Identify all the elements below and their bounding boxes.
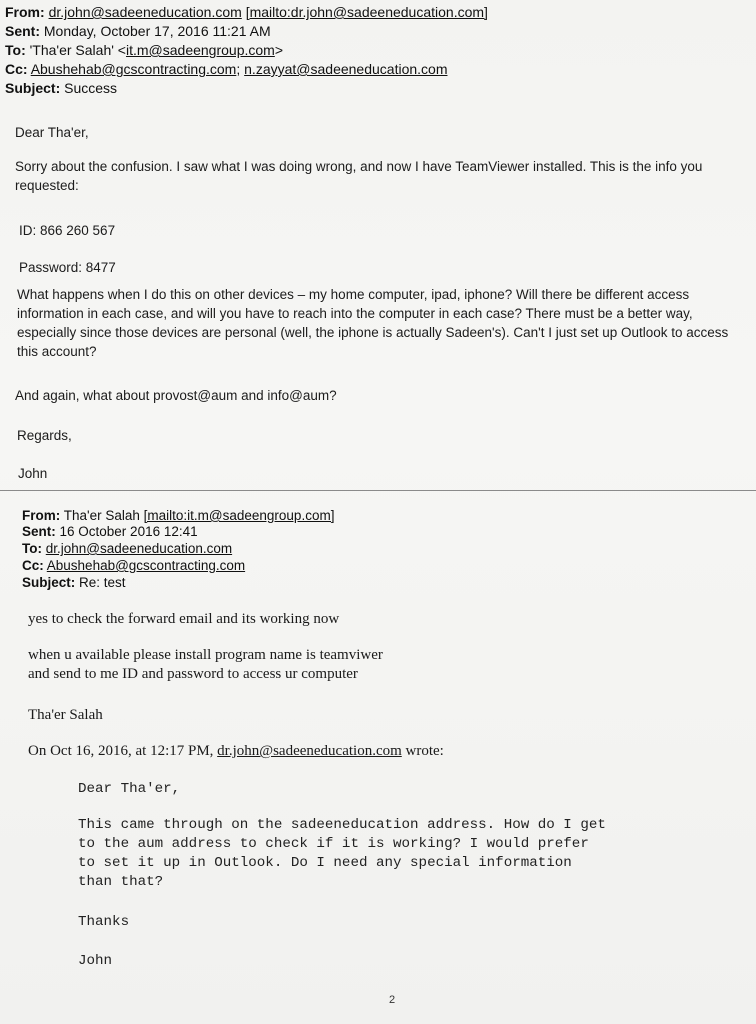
quoted-line-1: This came through on the sadeeneducation address. How do I get [78, 817, 606, 833]
quoted-line-3: to set it up in Outlook. Do I need any special information [78, 855, 572, 871]
email1-para-3: And again, what about provost@aum and info@aum? [15, 388, 337, 403]
email2-line-3: and send to me ID and password to access ur computer [28, 666, 358, 682]
email1-id-line: ID: 866 260 567 [19, 223, 116, 238]
email1-greeting: Dear Tha'er, [15, 125, 89, 140]
email1-regards: Regards, [17, 428, 72, 443]
quoted-intro-suffix: wrote: [401, 743, 444, 759]
email1-password-line: Password: 8477 [19, 260, 116, 275]
cc-address-2[interactable]: n.zayyat@sadeeneducation.com [244, 61, 448, 77]
subject-value: Re: test [79, 575, 126, 590]
email1-signature: John [18, 466, 48, 481]
sent-value: 16 October 2016 12:41 [59, 524, 198, 539]
subject-label: Subject: [22, 575, 76, 590]
cc-label: Cc: [5, 61, 28, 77]
quoted-thanks: Thanks [78, 914, 130, 930]
email2-cc-line [22, 557, 245, 574]
email2-line-1: yes to check the forward email and its working now [28, 611, 340, 627]
quoted-line-2: to the aum address to check if it is working? I would prefer [78, 836, 589, 852]
to-address[interactable]: dr.john@sadeeneducation.com [45, 541, 233, 556]
separator-line [0, 490, 756, 491]
email1-subject-line [5, 79, 117, 98]
to-name: 'Tha'er Salah' < [29, 42, 126, 58]
from-name: Tha'er Salah [63, 508, 140, 523]
quoted-intro [28, 742, 444, 760]
cc-address[interactable]: Abushehab@gcscontracting.com [46, 558, 246, 573]
cc-separator: ; [236, 61, 245, 77]
email1-sent-line [5, 22, 271, 41]
page-number: 2 [389, 994, 396, 1006]
email1-para-1: Sorry about the confusion. I saw what I was doing wrong, and now I have TeamViewer installed. This is the info you requested: [15, 159, 703, 193]
from-mailto[interactable]: [mailto:dr.john@sadeeneducation.com] [245, 4, 488, 20]
quoted-signature: John [78, 953, 113, 969]
email1-para-2: What happens when I do this on other devices – my home computer, ipad, iphone? Will there be different access information in each case, and will you have to reach into the computer in each case? There must be a better way, especially since those devices are personal (well, the iphone is actually Sadeen's). Can't I just set up Outlook to access this account? [17, 287, 729, 359]
to-close: > [274, 42, 284, 58]
email2-signature: Tha'er Salah [28, 707, 103, 723]
quoted-intro-address[interactable]: dr.john@sadeeneducation.com [217, 743, 402, 759]
email1-to-line [5, 41, 283, 60]
cc-label: Cc: [22, 558, 44, 573]
from-label: From: [22, 508, 61, 523]
from-address[interactable]: dr.john@sadeeneducation.com [48, 4, 242, 20]
quoted-line-4: than that? [78, 874, 164, 890]
email2-from-line [22, 507, 334, 524]
sent-label: Sent: [5, 23, 40, 39]
subject-value: Success [64, 80, 118, 96]
cc-address-1[interactable]: Abushehab@gcscontracting.com [30, 61, 237, 77]
from-mailto[interactable]: [mailto:it.m@sadeengroup.com] [143, 508, 335, 523]
email1-from-line [5, 3, 488, 22]
email2-line-2: when u available please install program name is teamviwer [28, 647, 383, 663]
to-label: To: [22, 541, 42, 556]
email2-sent-line [22, 523, 198, 540]
email1-cc-line [5, 60, 447, 79]
from-label: From: [5, 4, 45, 20]
quoted-greeting: Dear Tha'er, [78, 781, 181, 797]
to-label: To: [5, 42, 26, 58]
quoted-intro-text: On Oct 16, 2016, at 12:17 PM, [28, 743, 218, 759]
subject-label: Subject: [5, 80, 61, 96]
email2-to-line [22, 540, 232, 557]
email2-subject-line [22, 574, 126, 591]
to-address[interactable]: it.m@sadeengroup.com [125, 42, 275, 58]
sent-label: Sent: [22, 524, 56, 539]
sent-value: Monday, October 17, 2016 11:21 AM [43, 23, 271, 39]
